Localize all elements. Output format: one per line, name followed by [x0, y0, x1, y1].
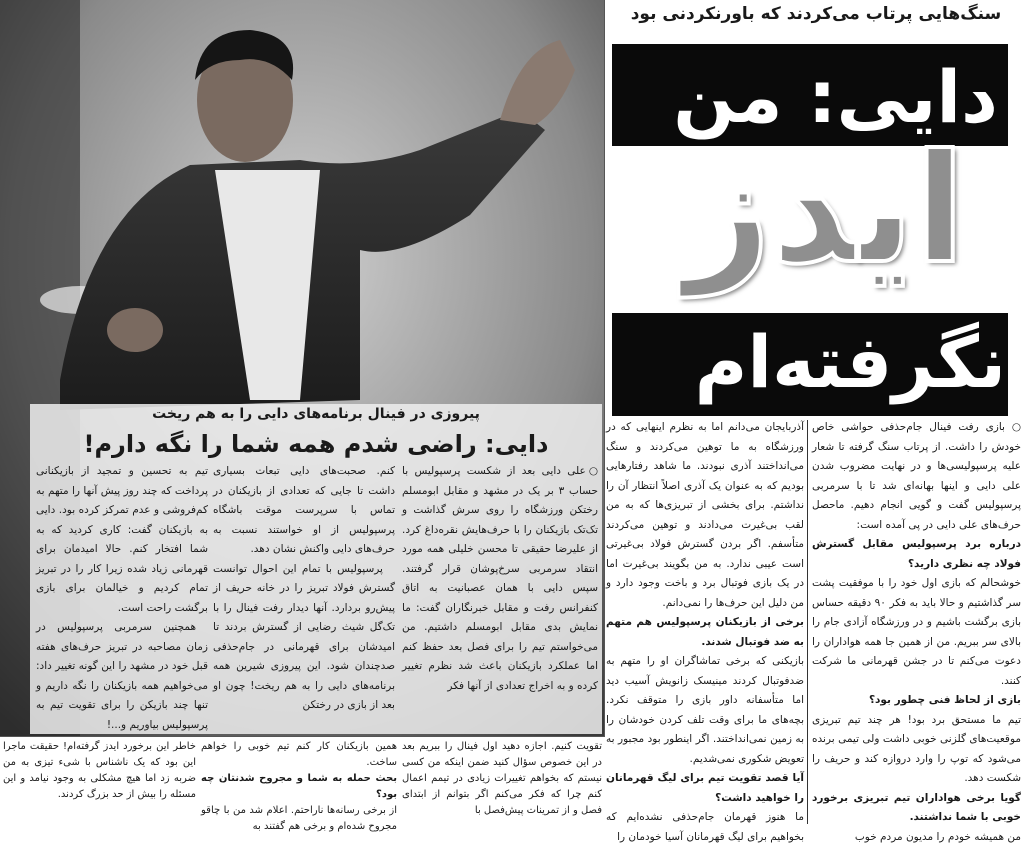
paragraph: ○علی دایی بعد از شکست پرسپولیس با حساب ۳ بر یک در مشهد و مقابل ابومسلم رختکن ورزشگاه را روی سرش گذاشت و تک‌تک بازیکنان را با حرف‌هایش نقره‌داغ کرد. از علیرضا حقیقی تا محسن خلیلی همه مورد انتقاد سرمربی سرخ‌پوشان قرار گرفتند. سپس دایی با همان عصبانیت به اتاق کنفرانس رفت و مقابل خبرنگاران گفت: ما نمایش بدی مقابل ابومسلم داشتیم. من می‌خواستم تیم را برای فصل بعد حفظ کنم اما عملکرد بازیکنان باعث شد نظرم تغییر کرده و به اخراج تعدادی از آنها فکر: [402, 462, 598, 696]
paragraph: کنم. صحبت‌های دایی تبعات بسیاری داشت تا جایی که تعدادی از بازیکنان در تماس با سرپرست موقت باشگاه پرسپولیس از او خواستند نسبت به حرف‌های دایی واکنش نشان دهد.: [213, 462, 395, 560]
paragraph: بازیکنی که برخی تماشاگران او را متهم به ضدفوتبال کردند مینیسک زانویش آسیب دید اما متأسفانه داور بازی را متوقف نکرد. بچه‌های ما برای وقت تلف کردن خودشان را به زمین نمی‌انداختند. اگر اینطور بود مجبور به تعویض شکوری نمی‌شدیم.: [606, 652, 804, 769]
paragraph: ما هنوز قهرمان جام‌حذفی نشده‌ایم که بخواهیم برای لیگ قهرمانان آسیا خودمان را: [606, 808, 804, 847]
paragraph: تقویت کنیم. اجازه دهید اول فینال را ببریم بعد در این خصوص سؤال کنید ضمن اینکه من کسی نیستم که بخواهم تغییرات زیادی در تیمم اعمال کنم چرا که فکر می‌کنم اگر بتوانم از ابتدای فصل و از تمرینات پیش‌فصل با: [402, 739, 602, 819]
paragraph: همین بازیکنان کار کنم تیم خوبی را خواهم ساخت.: [201, 739, 397, 771]
paragraph: خوشحالم که بازی اول خود را با موفقیت پشت سر گذاشتیم و حالا باید به فکر ۹۰ دقیقه حساس بازی برگشت باشیم و در ورزشگاه آزادی جام را بالای سر ببریم. من از همین جا همه هواداران را دعوت می‌کنم تا در جشن قهرمانی ما شرکت کنند.: [812, 574, 1021, 691]
sidebar-kicker: پیروزی در فینال برنامه‌های دایی را به هم ریخت: [30, 406, 602, 422]
paragraph: همچنین سرمربی پرسپولیس در زمان مصاحبه در تبریز حرف‌های هفته قبل خود در مشهد را این گونه تغییر داد: می‌خواهیم همه بازیکنان را نگه داریم و تنها چند بازیکن را برای تقویت تیم به پرسپولیس بیاوریم و...!: [36, 618, 208, 735]
sidebar-column-1: [402, 462, 598, 696]
article-column-3: [402, 739, 602, 819]
article-column-1: [812, 418, 1021, 847]
article-column-2: [606, 418, 804, 847]
interview-question: آیا قصد تقویت تیم برای لیگ قهرمانان را خواهید داشت؟: [606, 769, 804, 808]
interview-question: درباره برد پرسپولیس مقابل گسترش فولاد چه نظری دارید؟: [812, 535, 1021, 574]
article-column-4: [201, 739, 397, 835]
headline-subtitle: سنگ‌هایی پرتاب می‌کردند که باورنکردنی بود: [612, 4, 1020, 24]
interview-question: بازی از لحاظ فنی چطور بود؟: [812, 691, 1021, 711]
paragraph: ○ بازی رفت فینال جام‌حذفی حواشی خاص خودش را داشت. از پرتاب سنگ گرفته تا شعار علیه پرسپولیسی‌ها و در نهایت مضروب شدن علی دایی و اینها بهانه‌ای شد تا با سرمربی پرسپولیس گفت و گویی انجام دهیم. ماحصل حرف‌های علی دایی در پی آمده است:: [812, 418, 1021, 535]
headline-line-2: ایدز: [640, 110, 1010, 310]
sidebar-column-3: [36, 462, 208, 735]
paragraph: خاطر این برخورد ایدز گرفته‌ام! حقیقت ماجرا این بود که یک ناشناس با شیء تیزی به من ضربه زد اما هیچ مشکلی به وجود نیامد و این مسئله را بیش از حد بزرگ کردند.: [3, 739, 196, 803]
headline-line-1: دایی: من: [620, 42, 998, 152]
column-divider: [807, 420, 808, 824]
interview-question: بحث حمله به شما و مجروح شدنتان چه بود؟: [201, 771, 397, 803]
interview-question: گویا برخی هواداران تیم تبریزی برخورد خوبی با شما نداشتند.: [812, 789, 1021, 828]
paragraph: من همیشه خودم را مدیون مردم خوب: [812, 828, 1021, 847]
sidebar-column-2: [213, 462, 395, 716]
sidebar-title: دایی: راضی شدم همه شما را نگه دارم!: [30, 430, 602, 458]
interview-question: برخی از بازیکنان پرسپولیس هم متهم به ضد فوتبال شدند.: [606, 613, 804, 652]
paragraph: آذربایجان می‌دانم اما به نظرم اینهایی که در ورزشگاه به ما توهین می‌کردند و سنگ می‌انداختند آذری نبودند. ما شاهد رفتارهایی بودیم که به عنوان یک آذری اصلاً انتظار آن را نداشتم. برای بخشی از تبریزی‌ها که به من لقب بی‌غیرت می‌دادند و توهین می‌کردند متأسفم. اگر بردن گسترش فولاد بی‌غیرتی است عیبی ندارد. به من بگویند بی‌غیرت اما در یک بازی فوتبال برد و باخت وجود دارد و من دلیل این حرف‌ها را نمی‌دانم.: [606, 418, 804, 613]
article-column-5: [3, 739, 196, 803]
paragraph: پرسپولیس با تمام این احوال توانست گسترش فولاد تبریز را در خانه حریف از پیش‌رو بردارد. آنها دیدار رفت فینال را با تک‌گل شیث رضایی از گسترش بردند تا امیدشان برای قهرمانی در جام‌حذفی صدچندان شود. این پیروزی شیرین همه برنامه‌های دایی را به هم ریخت! چون او بعد از بازی در رختکن: [213, 560, 395, 716]
headline-line-3: نگرفته‌ام: [620, 310, 1006, 414]
paragraph: از برخی رسانه‌ها ناراحتم. اعلام شد من با چاقو مجروح شده‌ام و برخی هم گفتند به: [201, 803, 397, 835]
sidebar-article: [30, 404, 602, 734]
paragraph: تیم به تحسین و تمجید از بازیکنانی پرداخت که چند روز پیش آنها را متهم به کم‌فروشی و عدم تمرکز کرده بود. دایی به بازیکنان گفت: کاری کردید که به شما افتخار کنم. حالا امیدمان برای قهرمانی زیاد شده زیرا کار را در تبریز تمام کردیم و خیالمان برای بازی برگشت راحت است.: [36, 462, 208, 618]
paragraph: تیم ما مستحق برد بود! هر چند تیم تبریزی موقعیت‌های گلزنی خوبی داشت ولی تیمی برنده می‌شود که توپ را وارد دروازه کند و حریف را شکست دهد.: [812, 711, 1021, 789]
